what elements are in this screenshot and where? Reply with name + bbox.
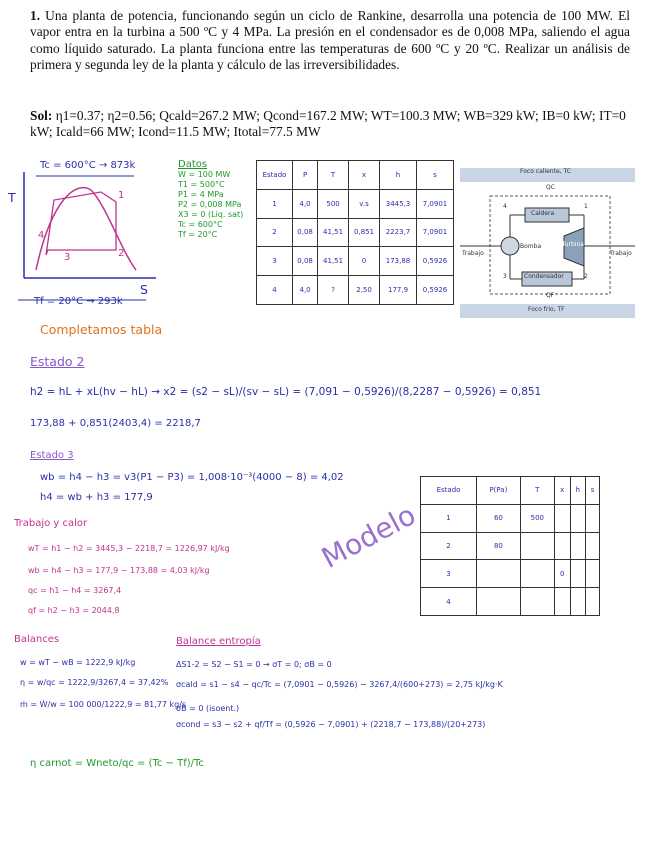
entropia-l1: ΔS1-2 = S2 − S1 = 0 → σT = 0; σB = 0	[176, 660, 332, 669]
cell: 4	[257, 276, 293, 305]
datos-block	[178, 160, 243, 240]
trabajo-l1: wT = h1 − h2 = 3445,3 − 2218,7 = 1226,97 kJ/kg	[28, 544, 230, 553]
cell: 4,0	[293, 276, 318, 305]
cell: 0,5926	[417, 276, 454, 305]
datos-line: T1 = 500°C	[178, 180, 225, 189]
entropia-title: Balance entropía	[176, 636, 261, 647]
cell	[477, 560, 521, 588]
estado2-eq2: 173,88 + 0,851(2403,4) = 2218,7	[30, 418, 201, 429]
node-2: 2	[584, 273, 588, 280]
cell: 41,51	[318, 218, 349, 247]
tc-label: Tc = 600°C → 873k	[40, 160, 136, 171]
cell: 2	[257, 218, 293, 247]
trabajo-left-label: Trabajo	[462, 250, 484, 257]
problem-number: 1.	[30, 8, 41, 23]
trabajo-l3: qc = h1 − h4 = 3267,4	[28, 586, 122, 595]
node-1: 1	[584, 203, 588, 210]
estado3-title: Estado 3	[30, 450, 74, 461]
header-cell: P(Pa)	[477, 477, 521, 505]
state-table	[256, 160, 454, 305]
tf-label: Tf = 20°C → 293k	[34, 296, 123, 307]
cell	[570, 532, 586, 560]
completamos-heading: Completamos tabla	[40, 322, 163, 337]
cell: 0,851	[349, 218, 380, 247]
turbina-label: Turbina	[562, 241, 584, 248]
datos-line: W = 100 MW	[178, 170, 231, 179]
estado3-eq1: wb = h4 − h3 = v3(P1 − P3) = 1,008·10⁻³(4000 − 8) = 4,02	[40, 472, 344, 483]
cell: 1	[257, 189, 293, 218]
cell	[570, 588, 586, 616]
header-cell: T	[318, 161, 349, 190]
node-4: 4	[503, 203, 507, 210]
balances-l3: ṁ = Ẇ/w = 100 000/1222,9 = 81,77 kg/s	[20, 700, 187, 709]
bomba-label: Bomba	[520, 243, 542, 250]
cell	[520, 532, 554, 560]
table-row	[421, 560, 600, 588]
modelo-table-header	[421, 477, 600, 505]
datos-line: X3 = 0 (Liq. sat)	[178, 210, 244, 219]
datos-title: Datos	[178, 159, 208, 170]
balances-title: Balances	[14, 634, 60, 645]
carnot-eq: η carnot = Wneto/qc = (Tc − Tf)/Tc	[30, 758, 204, 769]
cell: 7,0901	[417, 189, 454, 218]
solution-label: Sol:	[30, 108, 53, 123]
datos-line: P2 = 0,008 MPa	[178, 200, 242, 209]
trabajo-title: Trabajo y calor	[14, 518, 88, 529]
cell: 0,5926	[417, 247, 454, 276]
cell: 3445,3	[380, 189, 417, 218]
cell	[586, 504, 600, 532]
header-cell: x	[349, 161, 380, 190]
cell	[554, 532, 570, 560]
header-cell: P	[293, 161, 318, 190]
table-row	[257, 189, 454, 218]
node-3: 3	[503, 273, 507, 280]
cell: 4	[421, 588, 477, 616]
cell: 0,08	[293, 218, 318, 247]
table-row	[257, 276, 454, 305]
cell	[570, 504, 586, 532]
cell	[520, 560, 554, 588]
header-cell: x	[554, 477, 570, 505]
header-cell: Estado	[421, 477, 477, 505]
header-cell: h	[380, 161, 417, 190]
entropia-l4: σcond = s3 − s2 + qf/Tf = (0,5926 − 7,0901) + (2218,7 − 173,88)/(20+273)	[176, 720, 486, 729]
cell: 4,0	[293, 189, 318, 218]
axis-s-label: S	[140, 282, 148, 297]
qf-label: QF	[546, 292, 555, 299]
cell: 3	[257, 247, 293, 276]
foco-caliente-label: Foco caliente, TC	[520, 168, 571, 175]
entropia-l3: σB = 0 (isoent.)	[176, 704, 240, 713]
cell: 2	[421, 532, 477, 560]
header-cell: s	[417, 161, 454, 190]
trabajo-l2: wb = h4 − h3 = 177,9 − 173,88 = 4,03 kJ/kg	[28, 566, 210, 575]
cell	[586, 560, 600, 588]
cell: 177,9	[380, 276, 417, 305]
cell: 500	[318, 189, 349, 218]
modelo-label: Modelo	[316, 498, 422, 575]
cell: 80	[477, 532, 521, 560]
balances-l2: η = w/qc = 1222,9/3267,4 = 37,42%	[20, 678, 169, 687]
datos-line: Tc = 600°C	[178, 220, 223, 229]
cell	[554, 588, 570, 616]
cell: 1	[421, 504, 477, 532]
problem-text: Una planta de potencia, funcionando según un ciclo de Rankine, desarrolla una potencia de 100 MW. El vapor entra en la turbina a 500 ºC y 4 MPa. La presión en el condensador es de 0,008 MPa, saliendo el agua como líquido saturado. La planta funciona entre las temperaturas de 600 ºC y 20 ºC. Realizar un análisis de primera y segunda ley de la planta y cálculo de las irreversibilidades.	[30, 8, 630, 73]
cell: 41,51	[318, 247, 349, 276]
header-cell: s	[586, 477, 600, 505]
estado2-eq1: h2 = hL + xL(hv − hL) → x2 = (s2 − sL)/(sv − sL) = (7,091 − 0,5926)/(8,2287 − 0,5926) = 0,851	[30, 386, 542, 398]
cell: 2,50	[349, 276, 380, 305]
cell: 3	[421, 560, 477, 588]
point-2: 2	[118, 248, 125, 259]
table-row	[257, 247, 454, 276]
cell	[477, 588, 521, 616]
point-4: 4	[38, 230, 45, 241]
axis-t-label: T	[8, 190, 16, 205]
trabajo-l4: qf = h2 − h3 = 2044,8	[28, 606, 120, 615]
table-row	[421, 504, 600, 532]
cell: 7,0901	[417, 218, 454, 247]
point-1: 1	[118, 190, 125, 201]
header-cell: T	[520, 477, 554, 505]
solution-text: η1=0.37; η2=0.56; Qcald=267.2 MW; Qcond=167.2 MW; WT=100.3 MW; WB=329 kW; IB=0 kW; IT=0 kW; Icald=66 MW; Icond=11.5 MW; Itotal=77.5 MW	[30, 108, 626, 140]
problem-statement	[30, 8, 630, 74]
cell: 500	[520, 504, 554, 532]
balances-l1: w = wT − wB = 1222,9 kJ/kg	[20, 658, 136, 667]
datos-line: Tf = 20°C	[178, 230, 218, 239]
table-row	[421, 532, 600, 560]
datos-line: P1 = 4 MPa	[178, 190, 224, 199]
cell: 0	[554, 560, 570, 588]
caldera-label: Caldera	[531, 210, 555, 217]
header-cell: h	[570, 477, 586, 505]
header-cell: Estado	[257, 161, 293, 190]
cell	[586, 588, 600, 616]
estado3-eq2: h4 = wb + h3 = 177,9	[40, 492, 153, 503]
foco-frio-label: Foco frío, TF	[528, 306, 565, 313]
solution-line	[30, 108, 630, 141]
qc-label: QC	[546, 184, 555, 191]
cell: 0	[349, 247, 380, 276]
cell	[520, 588, 554, 616]
cell: 2223,7	[380, 218, 417, 247]
cell: v.s	[349, 189, 380, 218]
cell: 0,08	[293, 247, 318, 276]
cell: 173,88	[380, 247, 417, 276]
estado2-title: Estado 2	[30, 354, 85, 369]
table-row	[421, 588, 600, 616]
entropia-l2: σcald = s1 − s4 − qc/Tc = (7,0901 − 0,5926) − 3267,4/(600+273) = 2,75 kJ/kg·K	[176, 680, 503, 689]
table-row	[257, 218, 454, 247]
cell: ?	[318, 276, 349, 305]
modelo-table	[420, 476, 600, 616]
trabajo-right-label: Trabajo	[610, 250, 632, 257]
point-3: 3	[64, 252, 71, 263]
cell	[570, 560, 586, 588]
cell: 60	[477, 504, 521, 532]
state-table-header	[257, 161, 454, 190]
condensador-label: Condensador	[524, 273, 564, 280]
cell	[554, 504, 570, 532]
cell	[586, 532, 600, 560]
